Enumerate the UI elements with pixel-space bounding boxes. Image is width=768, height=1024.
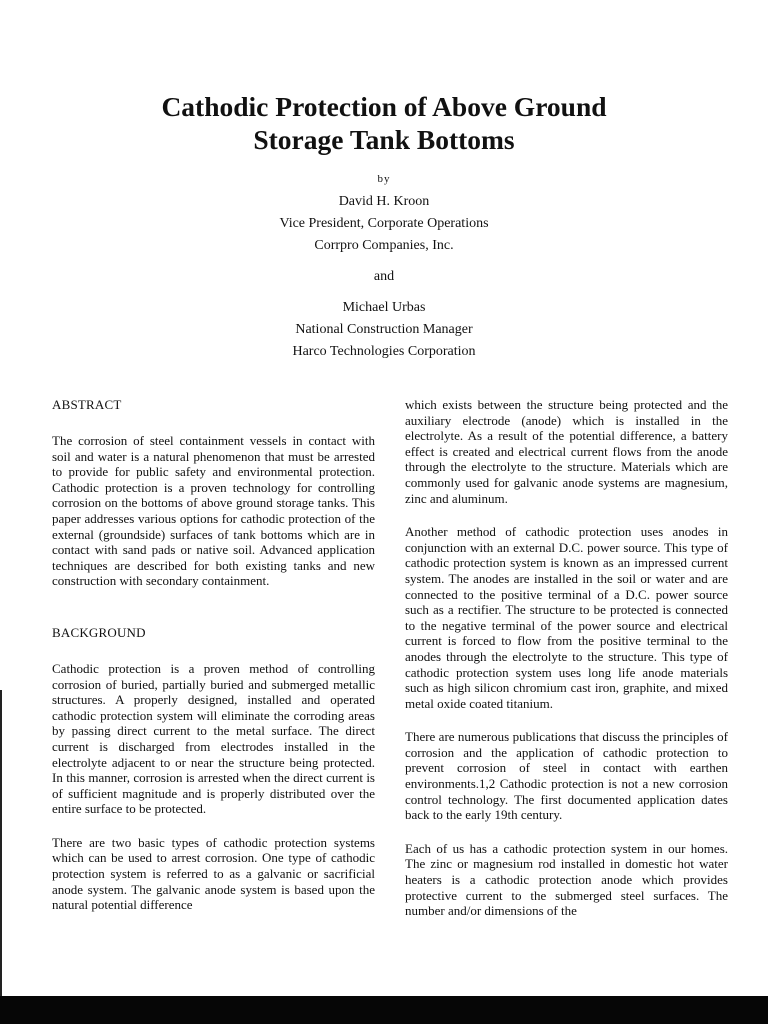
right-column xyxy=(405,397,728,937)
author-2-company: Harco Technologies Corporation xyxy=(292,344,476,359)
section-gap xyxy=(52,607,375,625)
background-paragraph-2: There are two basic types of cathodic protection systems which can be used to arrest corrosion. One type of cathodic protection system is referred to as a galvanic or sacrificial anode system. The galvanic anode system is based upon the natural potential difference xyxy=(52,834,375,913)
scan-bottom-band xyxy=(0,996,768,1024)
right-paragraph-3: There are numerous publications that discuss the principles of corrosion and the application of cathodic protection to prevent corrosion of steel in contact with earthen environments.1,2 Cathodic protection is not a new corrosion control technology. The first documented application dates back to the early 19th century. xyxy=(405,729,728,823)
right-paragraph-4: Each of us has a cathodic protection system in our homes. The zinc or magnesium rod installed in domestic hot water heaters is a cathodic protection anode which provides protective current to the submerged steel surfaces. The number and/or dimensions of the xyxy=(405,840,728,919)
author-2-name: Michael Urbas xyxy=(342,300,426,315)
title-line-2: Storage Tank Bottoms xyxy=(253,124,515,155)
author-block xyxy=(0,171,768,363)
abstract-heading: ABSTRACT xyxy=(52,397,122,412)
paper-title xyxy=(0,90,768,156)
by-label: by xyxy=(377,173,391,185)
left-column xyxy=(52,397,375,931)
author-2-title: National Construction Manager xyxy=(295,322,473,337)
abstract-text: The corrosion of steel containment vessels in contact with soil and water is a natural phenomenon that must be arrested to provide for public safety and environmental protection. Cathodic protection is a proven technology for controlling corrosion on the bottoms of above ground storage tanks. This paper addresses various options for cathodic protection of the external (groundside) surfaces of tank bottoms which are in contact with sand pads or native soil. Advanced application techniques are described for both existing tanks and new construction with secondary containment. xyxy=(52,433,375,589)
background-heading: BACKGROUND xyxy=(52,624,146,640)
author-1-name: David H. Kroon xyxy=(338,194,430,209)
title-line-1: Cathodic Protection of Above Ground xyxy=(161,91,607,122)
right-paragraph-1: which exists between the structure being protected and the auxiliary electrode (anode) which is installed in the electrolyte. As a result of the potential difference, a battery effect is created and electrical current flows from the anode through the electrolyte to the structure. Materials which are commonly used for galvanic anode systems are magnesium, zinc and aluminum. xyxy=(405,397,728,506)
right-paragraph-2: Another method of cathodic protection uses anodes in conjunction with an external D.C. power source. This type of cathodic protection system is known as an impressed current system. The anodes are installed in the soil or water and are connected to the positive terminal of a D.C. power source such as a rectifier. The structure to be protected is connected to the negative terminal of the power source and electrical current is forced to flow from the positive terminal to the anodes through the electrolyte to the structure. This type of cathodic protection system uses long life anode materials such as high silicon chromium cast iron, graphite, and mixed metal oxide coated titanium. xyxy=(405,524,728,711)
and-label: and xyxy=(373,269,395,284)
author-1-title: Vice President, Corporate Operations xyxy=(279,216,489,231)
background-paragraph-1: Cathodic protection is a proven method of controlling corrosion of buried, partially buried and submerged metallic structures. A properly designed, installed and operated cathodic protection system will eliminate the corroding areas by passing direct current to the metal surface. The direct current is discharged from electrodes installed in the electrolyte adjacent to or near the structure being protected. In this manner, corrosion is arrested when the direct current is of sufficient magnitude and is properly distributed over the entire surface to be protected. xyxy=(52,660,375,817)
author-1-company: Corrpro Companies, Inc. xyxy=(314,238,454,253)
scan-edge-line xyxy=(0,690,2,996)
